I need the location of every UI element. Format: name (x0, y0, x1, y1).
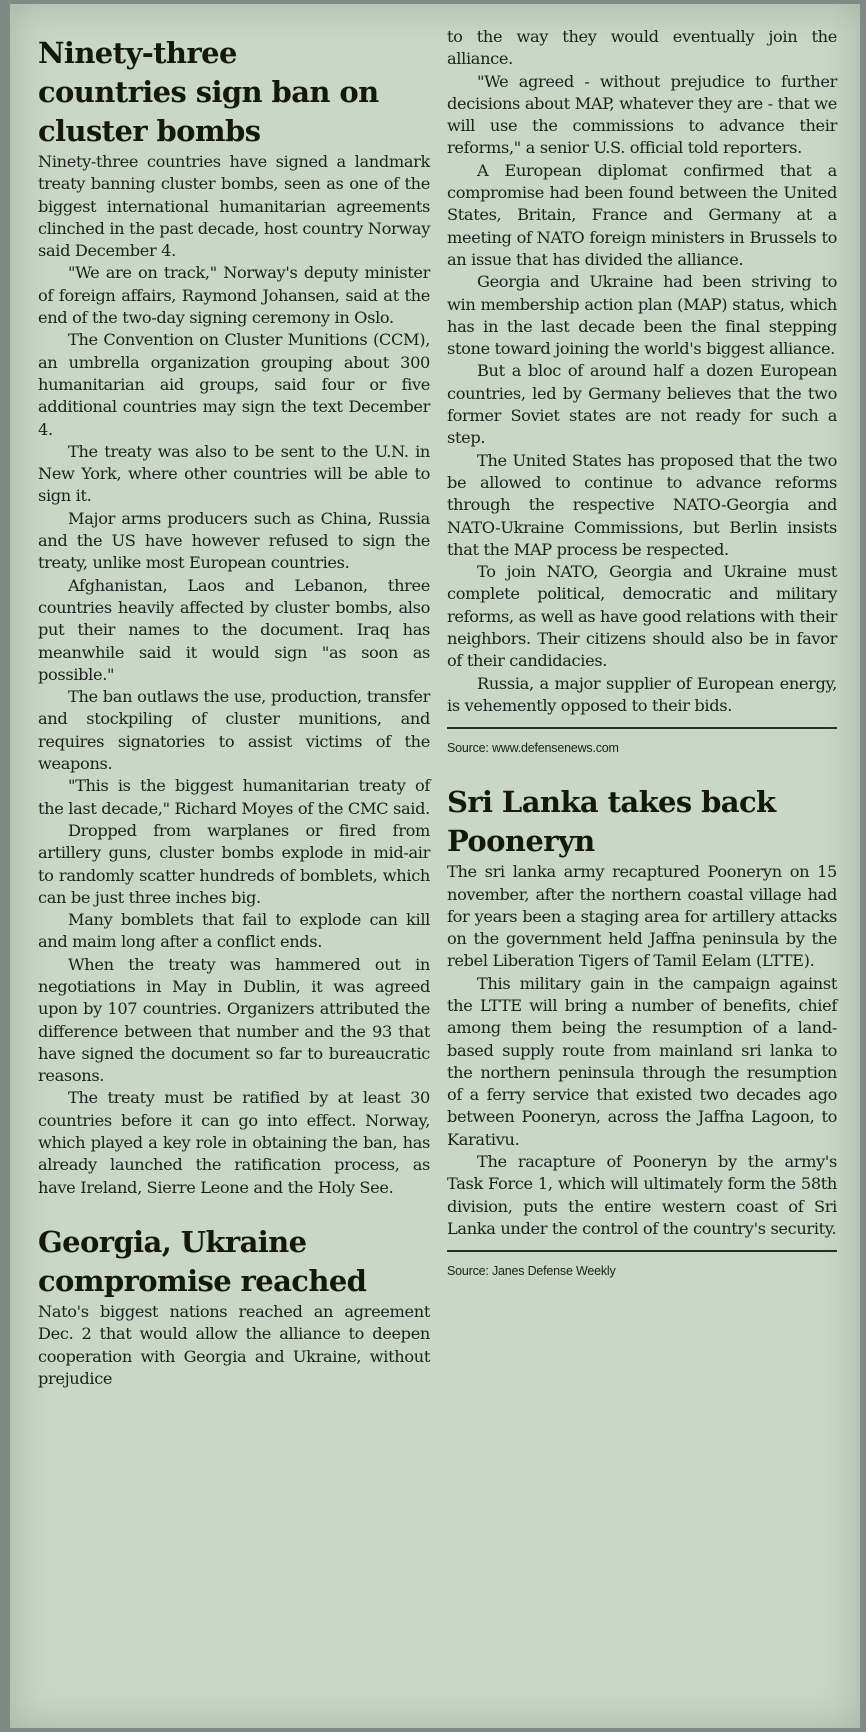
paragraph: "We agreed - without prejudice to further decisions about MAP, whatever they are - that we will use the commissions to advance their reforms," a senior U.S. official told reporters. (447, 71, 837, 158)
paragraph: The racapture of Pooneryn by the army's Task Force 1, which will ultimately form the 58th division, puts the entire western coast of Sri Lanka under the control of the country's security. (447, 1152, 837, 1238)
paragraph: The ban outlaws the use, production, transfer and stockpiling of cluster munitions, and requires signatories to assist victims of the weapons. (38, 687, 430, 774)
article-cluster-bombs (38, 151, 430, 1199)
paragraph: Russia, a major supplier of European energy, is vehemently opposed to their bids. (447, 673, 837, 715)
headline-georgia-ukraine: Georgia, Ukraine compromise reached (38, 1224, 367, 1298)
paragraph: Dropped from warplanes or fired from artillery guns, cluster bombs explode in mid-air to randomly scatter hundreds of bomblets, which can be just three inches big. (38, 820, 430, 907)
paragraph: "This is the biggest humanitarian treaty of the last decade," Richard Moyes of the CMC said. (38, 776, 430, 818)
paragraph: Afghanistan, Laos and Lebanon, three countries heavily affected by cluster bombs, also put their names to the document. Iraq has meanwhile said it would sign "as soon as possible." (38, 575, 430, 684)
divider (447, 727, 837, 729)
paragraph: The Convention on Cluster Munitions (CCM), an umbrella organization grouping about 300 humanitarian aid groups, said four or five additional countries may sign the text December 4. (38, 330, 430, 439)
divider (447, 1250, 837, 1252)
paragraph: But a bloc of around half a dozen European countries, led by Germany believes that the two former Soviet states are not ready for such a step. (447, 361, 837, 448)
source-credit: Source: Janes Defense Weekly (447, 1264, 616, 1279)
paragraph: "We are on track," Norway's deputy minister of foreign affairs, Raymond Johansen, said at the end of the two-day signing ceremony in Oslo. (38, 263, 430, 328)
left-column (38, 34, 430, 1390)
paragraph: This military gain in the campaign against the LTTE will bring a number of benefits, chief among them being the resumption of a land-based supply route from mainland sri lanka to the northern peninsula through the resumption of a ferry service that existed two decades ago between Pooneryn, across the Jaffna Lagoon, to Karativu. (447, 973, 837, 1149)
paragraph: The United States has proposed that the two be allowed to continue to advance reforms through the respective NATO-Georgia and NATO-Ukraine Commissions, but Berlin insists that the MAP process be respected. (447, 450, 837, 559)
paragraph: Many bomblets that fail to explode can kill and maim long after a conflict ends. (38, 910, 430, 952)
paragraph: When the treaty was hammered out in negotiations in May in Dublin, it was agreed upon by 107 countries. Organizers attributed the difference between that number and the 93 that have signed the document so far to bureaucratic reasons. (38, 954, 430, 1086)
right-column (447, 26, 837, 1280)
headline-cluster-bombs: Ninety-three countries sign ban on cluster bombs (38, 36, 379, 148)
paragraph: The treaty must be ratified by at least 30 countries before it can go into effect. Norway, which played a key role in obtaining the ban, has already launched the ratification process, as have Ireland, Sierre Leone and the Holy See. (38, 1088, 430, 1197)
paragraph: Major arms producers such as China, Russia and the US have however refused to sign the treaty, unlike most European countries. (38, 508, 430, 573)
paragraph: The treaty was also to be sent to the U.N. in New York, where other countries will be able to sign it. (38, 441, 430, 506)
paragraph: Georgia and Ukraine had been striving to win membership action plan (MAP) status, which has in the last decade been the final stepping stone toward joining the world's biggest alliance. (447, 272, 837, 359)
article-georgia-ukraine-continued (447, 26, 837, 717)
paragraph: to the way they would eventually join the alliance. (447, 27, 837, 69)
source-credit: Source: www.defensenews.com (447, 741, 619, 756)
paragraph: Nato's biggest nations reached an agreement Dec. 2 that would allow the alliance to deepen cooperation with Georgia and Ukraine, without prejudice (38, 1301, 430, 1388)
headline-sri-lanka: Sri Lanka takes back Pooneryn (447, 785, 776, 859)
paragraph: Ninety-three countries have signed a landmark treaty banning cluster bombs, seen as one of the biggest international humanitarian agreements clinched in the past decade, host country Norway said December 4. (38, 152, 430, 261)
paragraph: To join NATO, Georgia and Ukraine must complete political, democratic and military reforms, as well as have good relations with their neighbors. Their citizens should also be in favor of their candidacies. (447, 562, 837, 671)
article-sri-lanka (447, 861, 837, 1240)
newspaper-page (10, 4, 860, 1728)
paragraph: The sri lanka army recaptured Pooneryn on 15 november, after the northern coastal village had for years been a staging area for artillery attacks on the government held Jaffna peninsula by the rebel Liberation Tigers of Tamil Eelam (LTTE). (447, 862, 837, 971)
article-georgia-ukraine-start (38, 1301, 430, 1390)
paragraph: A European diplomat confirmed that a compromise had been found between the United States, Britain, France and Germany at a meeting of NATO foreign ministers in Brussels to an issue that has divided the alliance. (447, 160, 837, 269)
